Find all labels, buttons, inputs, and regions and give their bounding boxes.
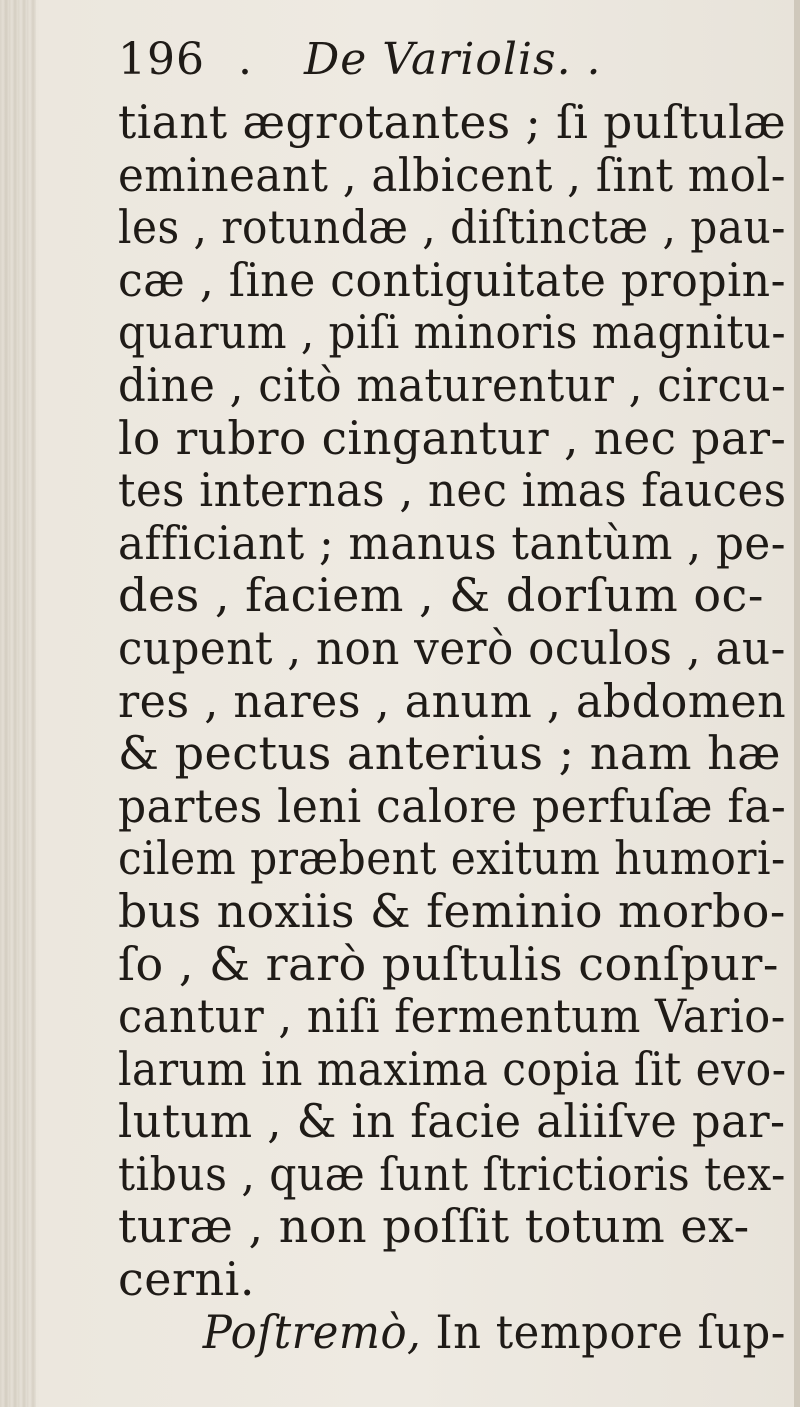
text-line: afficiant ; manus tantùm , pe- <box>118 515 786 570</box>
text-line: larum in maxima copia ſit evo- <box>118 1041 787 1096</box>
paragraph-start-line <box>118 1304 786 1359</box>
italic-word: Poſtremò, <box>202 1304 422 1359</box>
text-line: emineant , albicent , ſint mol- <box>118 147 786 202</box>
text-line: lo rubro cingantur , nec par- <box>118 410 787 465</box>
text-line: partes leni calore perfuſæ fa- <box>118 778 787 833</box>
text-line: cæ , ſine contiguitate propin- <box>118 252 787 307</box>
text-line: tes internas , nec imas fauces <box>118 463 787 518</box>
text-line: res , nares , anum , abdomen <box>118 673 787 728</box>
text-line: cerni. <box>118 1252 255 1307</box>
text-line: lutum , & in facie aliiſve par- <box>118 1094 786 1149</box>
page-number: 196 <box>118 34 205 85</box>
text-line: turæ , non poſſit totum ex- <box>118 1199 750 1254</box>
header-separator: . <box>237 34 253 85</box>
text-line: cantur , niſi fermentum Vario- <box>118 989 786 1044</box>
text-line: des , faciem , & dorſum oc- <box>118 568 764 623</box>
page-stack-edge <box>0 0 36 1407</box>
text-line: dine , citò maturentur , circu- <box>118 357 787 412</box>
text-line: cilem præbent exitum humori- <box>118 831 786 886</box>
body-text <box>118 96 798 1358</box>
text-line: tiant ægrotantes ; ſi puſtulæ <box>118 95 787 149</box>
page-header <box>118 34 602 85</box>
line-rest: In tempore ſup- <box>435 1304 786 1359</box>
text-line: bus noxiis & feminio morbo- <box>118 883 786 938</box>
text-line: tibus , quæ ſunt ſtrictioris tex- <box>118 1146 786 1201</box>
text-line: ſo , & rarò puſtulis conſpur- <box>118 936 779 991</box>
text-line: les , rotundæ , diſtinctæ , pau- <box>118 200 786 255</box>
text-line: quarum , piſi minoris magnitu- <box>118 305 787 360</box>
text-line: & pectus anterius ; nam hæ <box>118 726 781 781</box>
text-line: cupent , non verò oculos , au- <box>118 620 786 675</box>
running-title: De Variolis. . <box>303 34 602 85</box>
